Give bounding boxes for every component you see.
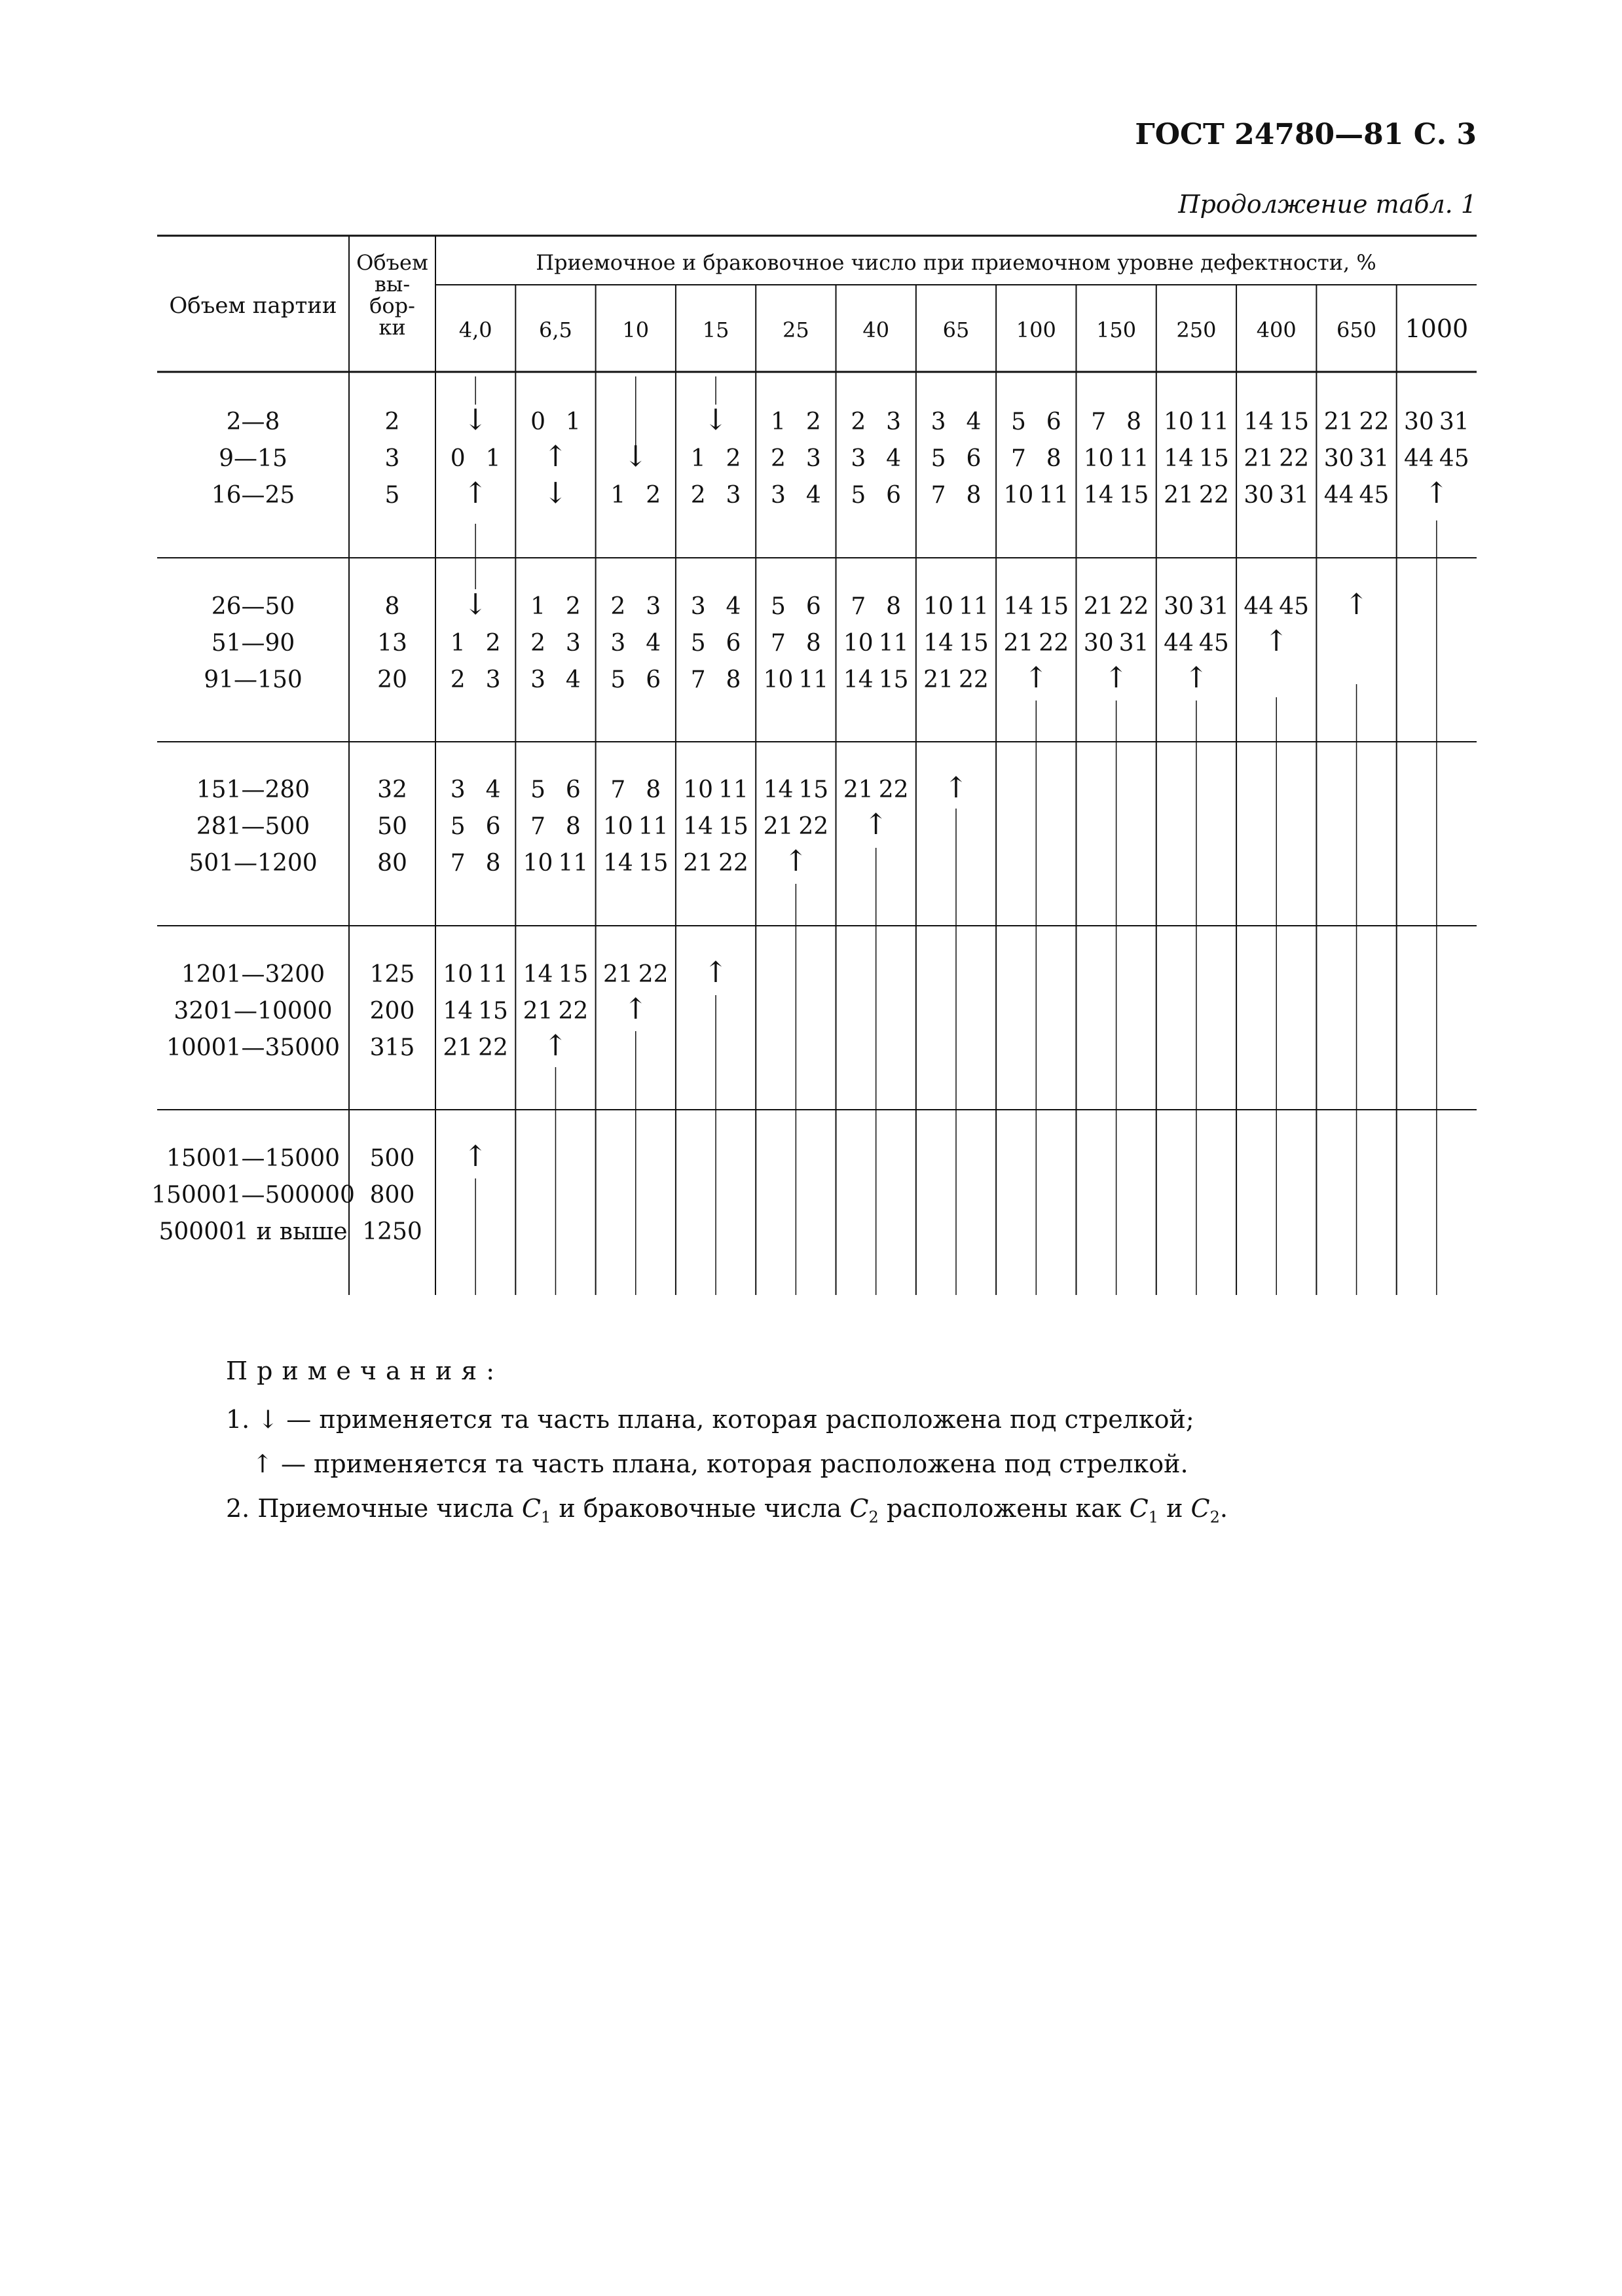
sample-size-cell: 125	[369, 961, 415, 988]
reject-number: 4	[805, 482, 821, 509]
reject-number: 3	[565, 630, 581, 657]
reject-number: 6	[726, 630, 741, 657]
note-1	[226, 1405, 1228, 1434]
page-header: ГОСТ 24780—81 С. 3	[1135, 118, 1477, 151]
lot-size-cell: 1201—3200	[181, 961, 325, 988]
accept-number: 21	[843, 776, 874, 803]
accept-number: 2	[530, 630, 546, 657]
c2-symbol: C	[849, 1494, 869, 1523]
sample-size-cell: 800	[369, 1182, 415, 1209]
accept-number: 1	[771, 409, 786, 435]
accept-number: 5	[690, 630, 706, 657]
c1b-subscript: 1	[1148, 1508, 1159, 1527]
reject-number: 6	[1046, 409, 1061, 435]
accept-number: 21	[1164, 482, 1194, 509]
header-sample-size-line: ки	[378, 315, 406, 340]
accept-number: 21	[523, 998, 553, 1025]
accept-number: 3	[610, 630, 626, 657]
reject-number: 3	[485, 666, 501, 693]
reject-number: 11	[558, 850, 589, 877]
reject-number: 6	[565, 776, 581, 803]
reject-number: 2	[805, 409, 821, 435]
sample-size-cell: 50	[377, 813, 407, 840]
accept-number: 21	[683, 850, 714, 877]
reject-number: 3	[646, 593, 661, 620]
reject-number: 3	[886, 409, 902, 435]
accept-number: 1	[690, 445, 706, 472]
header-level-3: 15	[702, 318, 729, 342]
accept-number: 14	[1003, 593, 1034, 620]
header-level-11: 650	[1336, 318, 1377, 342]
arrow-up-icon: ↑	[1104, 661, 1129, 695]
lot-size-cell: 16—25	[211, 482, 295, 509]
sample-size-cell: 5	[384, 482, 400, 509]
header-level-0: 4,0	[458, 318, 492, 342]
reject-number: 2	[485, 630, 501, 657]
accept-number: 7	[450, 850, 466, 877]
sample-size-cell: 13	[377, 630, 407, 657]
reject-number: 1	[565, 409, 581, 435]
sample-size-cell: 2	[384, 409, 400, 435]
reject-number: 6	[805, 593, 821, 620]
reject-number: 22	[1279, 445, 1310, 472]
reject-number: 15	[558, 961, 589, 988]
reject-number: 4	[886, 445, 902, 472]
accept-number: 7	[1010, 445, 1026, 472]
arrow-up-icon: ↑	[623, 993, 648, 1026]
reject-number: 4	[726, 593, 741, 620]
header-level-4: 25	[783, 318, 809, 342]
accept-number: 7	[610, 776, 626, 803]
accept-number: 7	[931, 482, 946, 509]
reject-number: 15	[478, 998, 508, 1025]
c1-symbol: C	[521, 1494, 541, 1523]
reject-number: 11	[878, 630, 909, 657]
reject-number: 2	[565, 593, 581, 620]
reject-number: 4	[646, 630, 661, 657]
reject-number: 8	[726, 666, 741, 693]
header-sample-size-line: бор-	[369, 293, 415, 318]
arrow-up-icon: ↑	[463, 1140, 488, 1173]
sample-size-cell: 80	[377, 850, 407, 877]
accept-number: 21	[763, 813, 794, 840]
reject-number: 31	[1118, 630, 1149, 657]
lot-size-cell: 9—15	[219, 445, 287, 472]
accept-number: 44	[1404, 445, 1434, 472]
accept-number: 5	[931, 445, 946, 472]
accept-number: 14	[602, 850, 633, 877]
reject-number: 31	[1359, 445, 1390, 472]
header-sample-size-line: Объем	[356, 250, 428, 275]
arrow-up-icon: ↑	[544, 1029, 568, 1063]
accept-number: 0	[450, 445, 466, 472]
lot-size-cell: 3201—10000	[174, 998, 333, 1025]
note-2-text-b: и браковочные числа	[551, 1494, 850, 1523]
note-1-number: 1.	[226, 1405, 250, 1434]
reject-number: 2	[726, 445, 741, 472]
reject-number: 11	[1118, 445, 1149, 472]
reject-number: 45	[1279, 593, 1310, 620]
accept-number: 7	[530, 813, 546, 840]
reject-number: 2	[646, 482, 661, 509]
accept-number: 10	[523, 850, 553, 877]
reject-number: 8	[1046, 445, 1061, 472]
reject-number: 15	[638, 850, 669, 877]
c2b-subscript: 2	[1209, 1508, 1220, 1527]
reject-number: 8	[565, 813, 581, 840]
header-level-7: 100	[1016, 318, 1056, 342]
reject-number: 22	[959, 666, 989, 693]
accept-number: 5	[530, 776, 546, 803]
accept-number: 14	[843, 666, 874, 693]
header-level-5: 40	[862, 318, 890, 342]
accept-number: 30	[1083, 630, 1114, 657]
c2-subscript: 2	[868, 1508, 879, 1527]
reject-number: 8	[966, 482, 982, 509]
accept-number: 14	[523, 961, 553, 988]
reject-number: 3	[726, 482, 741, 509]
reject-number: 15	[1039, 593, 1069, 620]
reject-number: 15	[718, 813, 748, 840]
sample-size-cell: 32	[377, 776, 407, 803]
notes-title: Примечания:	[226, 1357, 504, 1385]
accept-number: 14	[1083, 482, 1114, 509]
note-1b-text: — применяется та часть плана, которая расположена под стрелкой.	[280, 1449, 1189, 1478]
accept-number: 10	[1083, 445, 1114, 472]
accept-number: 14	[1244, 409, 1274, 435]
accept-number: 7	[771, 630, 786, 657]
sample-size-cell: 200	[369, 998, 415, 1025]
header-level-group: Приемочное и браковочное число при приемочном уровне дефектности, %	[536, 250, 1376, 275]
note-1b	[226, 1449, 1228, 1478]
header-level-6: 65	[942, 318, 970, 342]
arrow-up-icon: ↑	[1264, 625, 1289, 658]
arrow-down-icon: ↓	[623, 440, 648, 473]
reject-number: 8	[886, 593, 902, 620]
reject-number: 22	[718, 850, 748, 877]
accept-number: 10	[683, 776, 714, 803]
accept-number: 2	[450, 666, 466, 693]
reject-number: 11	[1198, 409, 1229, 435]
reject-number: 11	[798, 666, 829, 693]
arrow-up-icon: ↑	[783, 845, 808, 878]
accept-number: 5	[851, 482, 866, 509]
accept-number: 5	[771, 593, 786, 620]
accept-number: 44	[1323, 482, 1354, 509]
lot-size-cell: 150001—500000	[151, 1182, 355, 1209]
accept-number: 30	[1404, 409, 1434, 435]
arrow-up-icon: ↑	[252, 1449, 273, 1478]
accept-number: 7	[1091, 409, 1107, 435]
sample-size-cell: 8	[384, 593, 400, 620]
accept-number: 3	[771, 482, 786, 509]
reject-number: 22	[1359, 409, 1390, 435]
accept-number: 14	[1164, 445, 1194, 472]
reject-number: 15	[878, 666, 909, 693]
lot-size-cell: 281—500	[196, 813, 310, 840]
accept-number: 30	[1323, 445, 1354, 472]
reject-number: 11	[638, 813, 669, 840]
accept-number: 10	[843, 630, 874, 657]
accept-number: 21	[1003, 630, 1034, 657]
note-2-text-c: расположены как	[878, 1494, 1130, 1523]
accept-number: 3	[851, 445, 866, 472]
reject-number: 6	[646, 666, 661, 693]
accept-number: 7	[690, 666, 706, 693]
arrow-down-icon: ↓	[544, 477, 568, 510]
accept-number: 10	[443, 961, 473, 988]
reject-number: 15	[1279, 409, 1310, 435]
reject-number: 45	[1439, 445, 1469, 472]
arrow-up-icon: ↑	[544, 440, 568, 473]
header-lot-size: Объем партии	[169, 293, 337, 319]
reject-number: 22	[638, 961, 669, 988]
reject-number: 6	[485, 813, 501, 840]
accept-number: 3	[530, 666, 546, 693]
reject-number: 3	[805, 445, 821, 472]
accept-number: 21	[1244, 445, 1274, 472]
table-continuation-label: Продолжение табл. 1	[1178, 190, 1477, 219]
sample-size-cell: 500	[369, 1145, 415, 1172]
note-2-text-a: 2. Приемочные числа	[226, 1494, 522, 1523]
reject-number: 15	[1118, 482, 1149, 509]
accept-number: 5	[610, 666, 626, 693]
reject-number: 4	[966, 409, 982, 435]
reject-number: 45	[1359, 482, 1390, 509]
arrow-up-icon: ↑	[703, 956, 728, 989]
header-level-8: 150	[1096, 318, 1137, 342]
reject-number: 4	[565, 666, 581, 693]
accept-number: 2	[690, 482, 706, 509]
reject-number: 8	[646, 776, 661, 803]
arrow-down-icon: ↓	[463, 588, 488, 621]
accept-number: 1	[450, 630, 466, 657]
accept-number: 21	[923, 666, 953, 693]
c1-subscript: 1	[541, 1508, 551, 1527]
reject-number: 6	[966, 445, 982, 472]
accept-number: 3	[690, 593, 706, 620]
accept-number: 1	[530, 593, 546, 620]
reject-number: 22	[1039, 630, 1069, 657]
reject-number: 6	[886, 482, 902, 509]
header-level-10: 400	[1256, 318, 1297, 342]
accept-number: 5	[1010, 409, 1026, 435]
accept-number: 14	[683, 813, 714, 840]
sample-size-cell: 315	[369, 1034, 415, 1061]
reject-number: 8	[805, 630, 821, 657]
sample-size-cell: 1250	[362, 1218, 422, 1245]
arrow-up-icon: ↑	[1344, 588, 1369, 621]
accept-number: 10	[1164, 409, 1194, 435]
lot-size-cell: 501—1200	[189, 850, 318, 877]
header-sample-size-line: вы-	[374, 272, 411, 297]
reject-number: 45	[1198, 630, 1229, 657]
lot-size-cell: 26—50	[211, 593, 295, 620]
accept-number: 1	[610, 482, 626, 509]
accept-number: 3	[450, 776, 466, 803]
arrow-down-icon: ↓	[257, 1405, 279, 1434]
lot-size-cell: 151—280	[196, 776, 310, 803]
reject-number: 15	[1198, 445, 1229, 472]
accept-number: 0	[530, 409, 546, 435]
notes-section	[226, 1357, 1228, 1542]
reject-number: 11	[718, 776, 748, 803]
accept-number: 21	[1323, 409, 1354, 435]
note-1-text: — применяется та часть плана, которая расположена под стрелкой;	[286, 1405, 1194, 1434]
accept-number: 2	[610, 593, 626, 620]
reject-number: 31	[1198, 593, 1229, 620]
note-2	[226, 1494, 1228, 1527]
accept-number: 30	[1244, 482, 1274, 509]
accept-number: 10	[763, 666, 794, 693]
lot-size-cell: 51—90	[211, 630, 295, 657]
note-2-text-d: и	[1158, 1494, 1191, 1523]
reject-number: 31	[1439, 409, 1469, 435]
reject-number: 22	[798, 813, 829, 840]
reject-number: 11	[959, 593, 989, 620]
accept-number: 10	[602, 813, 633, 840]
reject-number: 22	[878, 776, 909, 803]
c2b-symbol: C	[1190, 1494, 1210, 1523]
sample-size-cell: 3	[384, 445, 400, 472]
reject-number: 11	[478, 961, 508, 988]
arrow-up-icon: ↑	[1023, 661, 1048, 695]
arrow-up-icon: ↑	[944, 771, 968, 805]
reject-number: 8	[1126, 409, 1141, 435]
accept-number: 2	[851, 409, 866, 435]
note-2-text-e: .	[1219, 1494, 1228, 1523]
accept-number: 2	[771, 445, 786, 472]
accept-number: 10	[1003, 482, 1034, 509]
accept-number: 44	[1244, 593, 1274, 620]
header-level-9: 250	[1176, 318, 1217, 342]
arrow-up-icon: ↑	[1424, 477, 1449, 510]
header-level-1: 6,5	[539, 318, 572, 342]
reject-number: 4	[485, 776, 501, 803]
accept-number: 44	[1164, 630, 1194, 657]
accept-number: 21	[1083, 593, 1114, 620]
reject-number: 15	[798, 776, 829, 803]
reject-number: 31	[1279, 482, 1310, 509]
c1b-symbol: C	[1129, 1494, 1149, 1523]
reject-number: 22	[1198, 482, 1229, 509]
accept-number: 7	[851, 593, 866, 620]
lot-size-cell: 500001 и выше	[158, 1218, 348, 1245]
reject-number: 8	[485, 850, 501, 877]
arrow-up-icon: ↑	[463, 477, 488, 510]
reject-number: 11	[1039, 482, 1069, 509]
accept-number: 10	[923, 593, 953, 620]
arrow-up-icon: ↑	[1184, 661, 1209, 695]
accept-number: 3	[931, 409, 946, 435]
arrow-down-icon: ↓	[463, 403, 488, 437]
reject-number: 15	[959, 630, 989, 657]
arrow-down-icon: ↓	[703, 403, 728, 437]
arrow-up-icon: ↑	[864, 808, 889, 841]
accept-number: 14	[923, 630, 953, 657]
accept-number: 21	[443, 1034, 473, 1061]
header-level-12: 1000	[1405, 314, 1469, 343]
accept-number: 14	[443, 998, 473, 1025]
lot-size-cell: 2—8	[226, 409, 280, 435]
reject-number: 22	[1118, 593, 1149, 620]
sample-size-cell: 20	[377, 666, 407, 693]
lot-size-cell: 10001—35000	[166, 1034, 341, 1061]
reject-number: 22	[478, 1034, 508, 1061]
accept-number: 14	[763, 776, 794, 803]
header-level-2: 10	[622, 318, 650, 342]
accept-number: 30	[1164, 593, 1194, 620]
lot-size-cell: 91—150	[204, 666, 303, 693]
lot-size-cell: 15001—15000	[166, 1145, 341, 1172]
reject-number: 1	[485, 445, 501, 472]
accept-number: 21	[602, 961, 633, 988]
accept-number: 5	[450, 813, 466, 840]
reject-number: 22	[558, 998, 589, 1025]
